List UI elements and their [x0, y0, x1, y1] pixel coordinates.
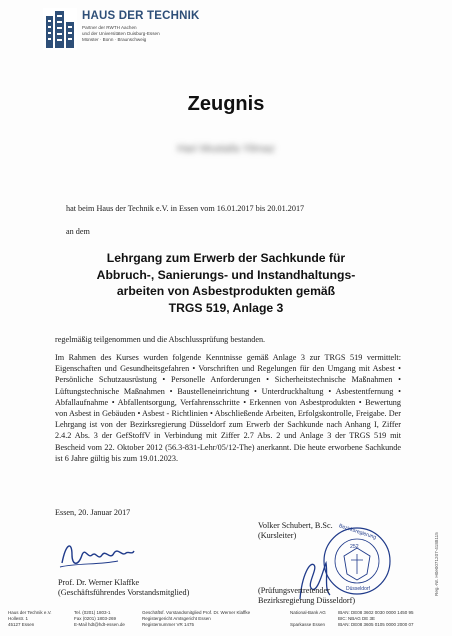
place-date: Essen, 20. Januar 2017 [55, 508, 131, 517]
footer-line: BIC: NBAG DE 3E [338, 615, 376, 621]
course-title-line: arbeiten von Asbestprodukten gemäß [116, 284, 336, 298]
footer-iban [338, 610, 414, 627]
authority-body: Bezirksregierung Düsseldorf) [258, 596, 356, 605]
org-name: HAUS DER TECHNIK [82, 10, 200, 22]
footer-line: E-Mail hdt@hdt-essen.de [74, 621, 125, 627]
signatory-left-name: Prof. Dr. Werner Klaffke [58, 578, 140, 587]
footer-line: Haus der Technik e.V. [8, 610, 52, 615]
course-title [0, 250, 452, 316]
footer-line: Registergericht Amtsgericht Essen [142, 615, 211, 621]
org-subtitle-line: Münster · Bonn · Braunschweig [82, 37, 147, 42]
haus-der-technik-logo [43, 8, 77, 50]
authority-role: (Prüfungsvertretender [258, 586, 330, 595]
signature-klaffke [58, 533, 136, 573]
recipient-name-blurred: Hari Mustafa Yilmaz [177, 143, 275, 155]
seal-city: Düsseldorf [346, 586, 370, 592]
footer-line: Fax (0201) 1803-269 [74, 615, 117, 621]
registration-code: Reg.-Nr. H0e0071207-4188115 [434, 532, 439, 596]
footer-line: 45127 Essen [8, 621, 35, 627]
footer-line: Hollestr. 1 [8, 615, 29, 621]
footer-registry [142, 610, 250, 627]
signatory-left-role: (Geschäftsführendes Vorstandsmitglied) [58, 588, 190, 597]
footer-line: Sparkasse Essen [290, 621, 326, 627]
attendance-line: hat beim Haus der Technik e.V. in Essen vom 16.01.2017 bis 20.01.2017 [66, 204, 305, 213]
org-subtitle [82, 25, 192, 43]
footer-banks [290, 610, 326, 627]
page-title: Zeugnis [187, 93, 265, 115]
footer-line: National-Bank AG [290, 610, 326, 615]
org-subtitle-line: und der Universitäten Duisburg-Essen [82, 31, 160, 36]
signatory-right-role: (Kursleiter) [258, 531, 297, 540]
course-content-paragraph: Im Rahmen des Kurses wurden folgende Kenntnisse gemäß Anlage 3 zur TRGS 519 vermittelt: Eigenschaften und Gesundheitsgefahren • Vorschriften und Regelungen für den Umgang mit Asbest • Persönliche Schutzausrüstung • Personelle Anforderungen • Sicherheitstechnische Maßnahmen • Lüftungstechnische Maßnahmen • Baustelleneinrichtung • Unterdruckhaltung • Asbestentfernung • Abfallaufnahme • Abfallentsorgung, Verfahrensschritte • Erkennen von Asbestprodukten • Bewertung von Asbest in Gebäuden • Asbest - Richtlinien • Abschließende Arbeiten, Erfolgskontrolle, Freigabe. Der Lehrgang ist von der Bezirksregierung Düsseldorf zum Erwerb der Sachkunde nach Anhang I, Ziffer 2.4.2 Abs. 3 der GefStoffV in Verbindung mit Ziffer 2.7 Abs. 2 und Anlage 3 der TRGS 519 mit Bescheid vom 22. Oktober 2012 (56.3-831-Lehr/05/12-The) anerkannt. Die heute erworbene Sachkunde ist 6 Jahre gültig bis zum 19.01.2023. [55, 353, 401, 463]
footer-address [8, 610, 52, 627]
an-dem-label: an dem [66, 227, 90, 236]
org-subtitle-line: Partner der RWTH Aachen [82, 25, 137, 30]
course-title-line: TRGS 519, Anlage 3 [168, 300, 284, 315]
signatory-right-name: Volker Schubert, B.Sc. [258, 521, 333, 530]
footer-line: Tel. (0201) 1803-1 [74, 610, 111, 615]
footer-contact [74, 610, 125, 627]
footer-line: IBAN: DE08 3602 0030 0000 1450 95 [338, 610, 414, 615]
footer-line: Geschäftsf. Vorstandsmitglied Prof. Dr. Werner Klaffke [142, 610, 251, 615]
footer-line: IBAN: DE08 3605 0105 0000 2000 07 [338, 621, 414, 627]
footer-line: Registernummer VR 1475 [142, 621, 195, 627]
participation-statement: regelmäßig teilgenommen und die Abschlussprüfung bestanden. [55, 335, 266, 344]
seal-text: Bezirksregierung [338, 523, 377, 541]
course-title-line: Lehrgang zum Erwerb der Sachkunde für [106, 251, 346, 265]
seal-number: 252 [350, 544, 359, 550]
course-title-line: Abbruch-, Sanierungs- und Instandhaltungs- [96, 267, 356, 282]
